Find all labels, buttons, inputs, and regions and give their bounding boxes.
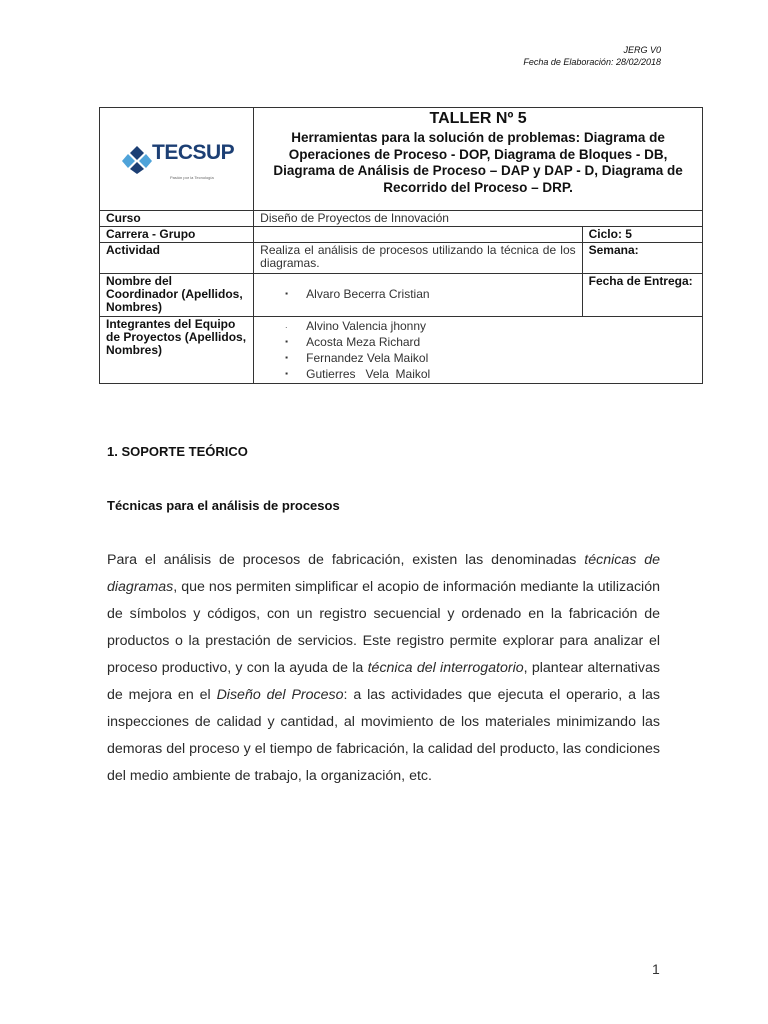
equipo-member bbox=[260, 366, 696, 382]
logo-tagline: Pasión por la Tecnología bbox=[170, 175, 214, 180]
paragraph-emphasis: Diseño del Proceso bbox=[216, 687, 344, 703]
bullet-icon: ▪ bbox=[285, 289, 289, 298]
logo-wordmark: TECSUP bbox=[152, 141, 235, 164]
carrera-value bbox=[254, 227, 582, 243]
coordinador-item bbox=[260, 286, 575, 302]
document-header bbox=[523, 44, 661, 68]
ciclo-label: Ciclo: 5 bbox=[582, 227, 702, 243]
paragraph-text: , plantear alternativas de mejora en el bbox=[107, 660, 660, 703]
logo-cell bbox=[100, 108, 254, 211]
coordinador-name: Alvaro Becerra Cristian bbox=[306, 287, 430, 301]
taller-subtitle: Herramientas para la solución de problemas: Diagrama de Operaciones de Proceso - DOP, Diagrama de Bloques - DB, Diagrama de Análisis de Proceso – DAP y DAP - D, Diagrama de Recorrido del Proceso – DRP. bbox=[273, 130, 683, 195]
semana-label: Semana: bbox=[582, 243, 702, 274]
member-name: Acosta Meza Richard bbox=[306, 335, 421, 349]
equipo-member bbox=[260, 350, 696, 366]
actividad-value: Realiza el análisis de procesos utilizando la técnica de los diagramas. bbox=[254, 243, 582, 274]
member-name: Gutierres Vela Maikol bbox=[306, 367, 431, 381]
paragraph-text: , que nos permiten simplificar el acopio de información mediante la utilización de símbolos y códigos, con un registro secuencial y ordenado en la fabricación de productos o la prestación de servicios. Este registro permite explorar para analizar el proceso productivo, y con la ayuda de la bbox=[107, 579, 660, 676]
member-name: Alvino Valencia jhonny bbox=[306, 319, 427, 333]
member-name: Fernandez Vela Maikol bbox=[306, 351, 429, 365]
curso-label: Curso bbox=[100, 211, 254, 227]
actividad-label: Actividad bbox=[100, 243, 254, 274]
document-code: JERG V0 bbox=[623, 45, 661, 55]
equipo-cell bbox=[254, 317, 703, 384]
bullet-icon: . bbox=[285, 321, 288, 330]
section-heading-soporte: 1. SOPORTE TEÓRICO bbox=[107, 444, 248, 459]
curso-value: Diseño de Proyectos de Innovación bbox=[254, 211, 703, 227]
fecha-entrega-label: Fecha de Entrega: bbox=[582, 274, 702, 317]
paragraph-emphasis: técnica del interrogatorio bbox=[367, 660, 524, 676]
paragraph-text: Para el análisis de procesos de fabricación, existen las denominadas bbox=[107, 552, 585, 568]
title-cell bbox=[254, 108, 703, 211]
bullet-icon: ▪ bbox=[285, 337, 289, 346]
info-table bbox=[99, 107, 703, 384]
coordinador-cell bbox=[254, 274, 582, 317]
tecsup-logo bbox=[122, 141, 235, 180]
equipo-label: Integrantes del Equipo de Proyectos (Apellidos, Nombres) bbox=[100, 317, 254, 384]
paragraph-text: : a las actividades que ejecuta el operario, a las inspecciones de calidad y cantidad, al movimiento de los materiales minimizando las demoras del proceso y el tiempo de fabricación, la calidad del producto, las condiciones del medio ambiente de trabajo, la organización, etc. bbox=[107, 687, 660, 784]
body-paragraph bbox=[107, 547, 660, 790]
bullet-icon: ▪ bbox=[285, 369, 289, 378]
equipo-member bbox=[260, 318, 696, 334]
tecsup-logo-mark-icon bbox=[122, 144, 152, 174]
equipo-member bbox=[260, 334, 696, 350]
coordinador-label: Nombre del Coordinador (Apellidos, Nombres) bbox=[100, 274, 254, 317]
paragraph-emphasis: técnicas de diagramas bbox=[107, 552, 660, 595]
taller-title: TALLER Nº 5 bbox=[429, 110, 527, 127]
elaboration-date: Fecha de Elaboración: 28/02/2018 bbox=[523, 57, 661, 67]
page-number: 1 bbox=[652, 961, 660, 977]
carrera-label: Carrera - Grupo bbox=[100, 227, 254, 243]
section-subheading-tecnicas: Técnicas para el análisis de procesos bbox=[107, 498, 340, 513]
bullet-icon: ▪ bbox=[285, 353, 289, 362]
